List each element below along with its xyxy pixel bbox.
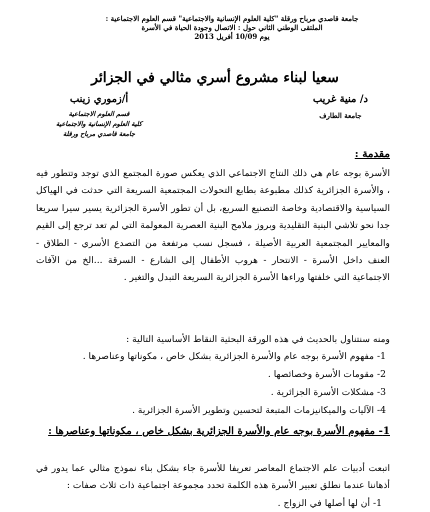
header-line-3: يوم 10/09 أفريل 2013 bbox=[194, 32, 270, 41]
section-1-body bbox=[36, 460, 390, 512]
list-item: 3- مشكلات الأسرة الجزائرية . bbox=[270, 387, 386, 398]
intro-body bbox=[36, 165, 390, 287]
author-right-affiliation: جامعة الطارف bbox=[319, 111, 362, 120]
paper-title: سعيا لبناء مشروع أسري مثالي في الجزائر bbox=[91, 70, 339, 86]
section-1-paragraph: اتبعت أدبيات علم الاجتماع المعاصر تعريفا للأسرة جاء بشكل بناء نموذج مثالي عما يدور في أذهاننا عندما نطلق تعبير الأسرة هذه الكلمة تحدد مجموعة اجتماعية ذات ثلاث صفات : bbox=[36, 463, 390, 492]
header-line-2: الملتقى الوطني الثاني حول : الاتصال وجودة الحياة في الأسرة bbox=[141, 23, 323, 32]
author-left-faculty: كلية العلوم الإنسانية والاجتماعية bbox=[56, 120, 142, 128]
header-line-1: جامعة قاصدي مرباح ورقلة "كلية العلوم الإنسانية والاجتماعية" قسم العلوم الاجتماعية : bbox=[105, 14, 359, 23]
author-left-university: جامعة قاصدي مرباح ورقلة bbox=[62, 130, 136, 138]
list-item: 1- مفهوم الأسرة بوجه عام والأسرة الجزائرية بشكل خاص ، مكوناتها وعناصرها . bbox=[82, 351, 386, 362]
list-item: 2- مقومات الأسرة وخصائصها . bbox=[267, 369, 386, 380]
author-right bbox=[313, 94, 368, 120]
intro-paragraph: الأسرة بوجه عام هي ذلك النتاج الاجتماعي الذي يعكس صورة المجتمع الذي توجد وتتطور فيه ، والأسرة الجزائرية كذلك مطبوعة بطابع التحولات المجتمعية السريعة التي حدثت في الهياكل السياسية والاقتصادية وخاصة التصنيع السريع، بل أن تطور الأسرة الجزائرية يسير سيرا سريعا جدا نحو تلاشي البنية التقليدية وبروز ملامح البنية العصرية المعولمة التي لم تعد ترجع إلى القيم والمعايير المجتمعية العربية الأصيلة ، فسجل نسب مرتفعة من التصدع الأسري - الطلاق - العنف داخل الأسرة - الانتحار - هروب الأطفال إلى الشارع - السرقة ...الخ من الآفات الاجتماعية التي خلفتها وراءها الأسرة الجزائرية السريعة التبدل والتغير . bbox=[36, 168, 390, 284]
outline-intro-block bbox=[36, 331, 390, 348]
conference-header bbox=[62, 14, 402, 41]
section-1-heading: 1- مفهوم الأسرة بوجه عام والأسرة الجزائرية بشكل خاص ، مكوناتها وعناصرها : bbox=[48, 425, 390, 437]
list-item: 4- الآليات والميكانيزمات المتبعة لتحسين وتطوير الأسرة الجزائرية . bbox=[132, 405, 386, 416]
author-left bbox=[56, 94, 142, 139]
intro-heading: مقدمة : bbox=[354, 148, 390, 160]
author-left-name: أ/زموري زينب bbox=[69, 94, 129, 105]
author-left-department: قسم العلوم الاجتماعية bbox=[68, 110, 130, 118]
outline-intro: ومنه سنتناول بالحديث في هذه الورقة البحثية النقاط الأساسية التالية : bbox=[126, 334, 390, 345]
outline-list bbox=[83, 348, 386, 420]
section-1-point-1: 1- أن لها أصلها في الزواج . bbox=[277, 497, 382, 509]
author-right-name: د/ منية غريب bbox=[312, 94, 368, 105]
